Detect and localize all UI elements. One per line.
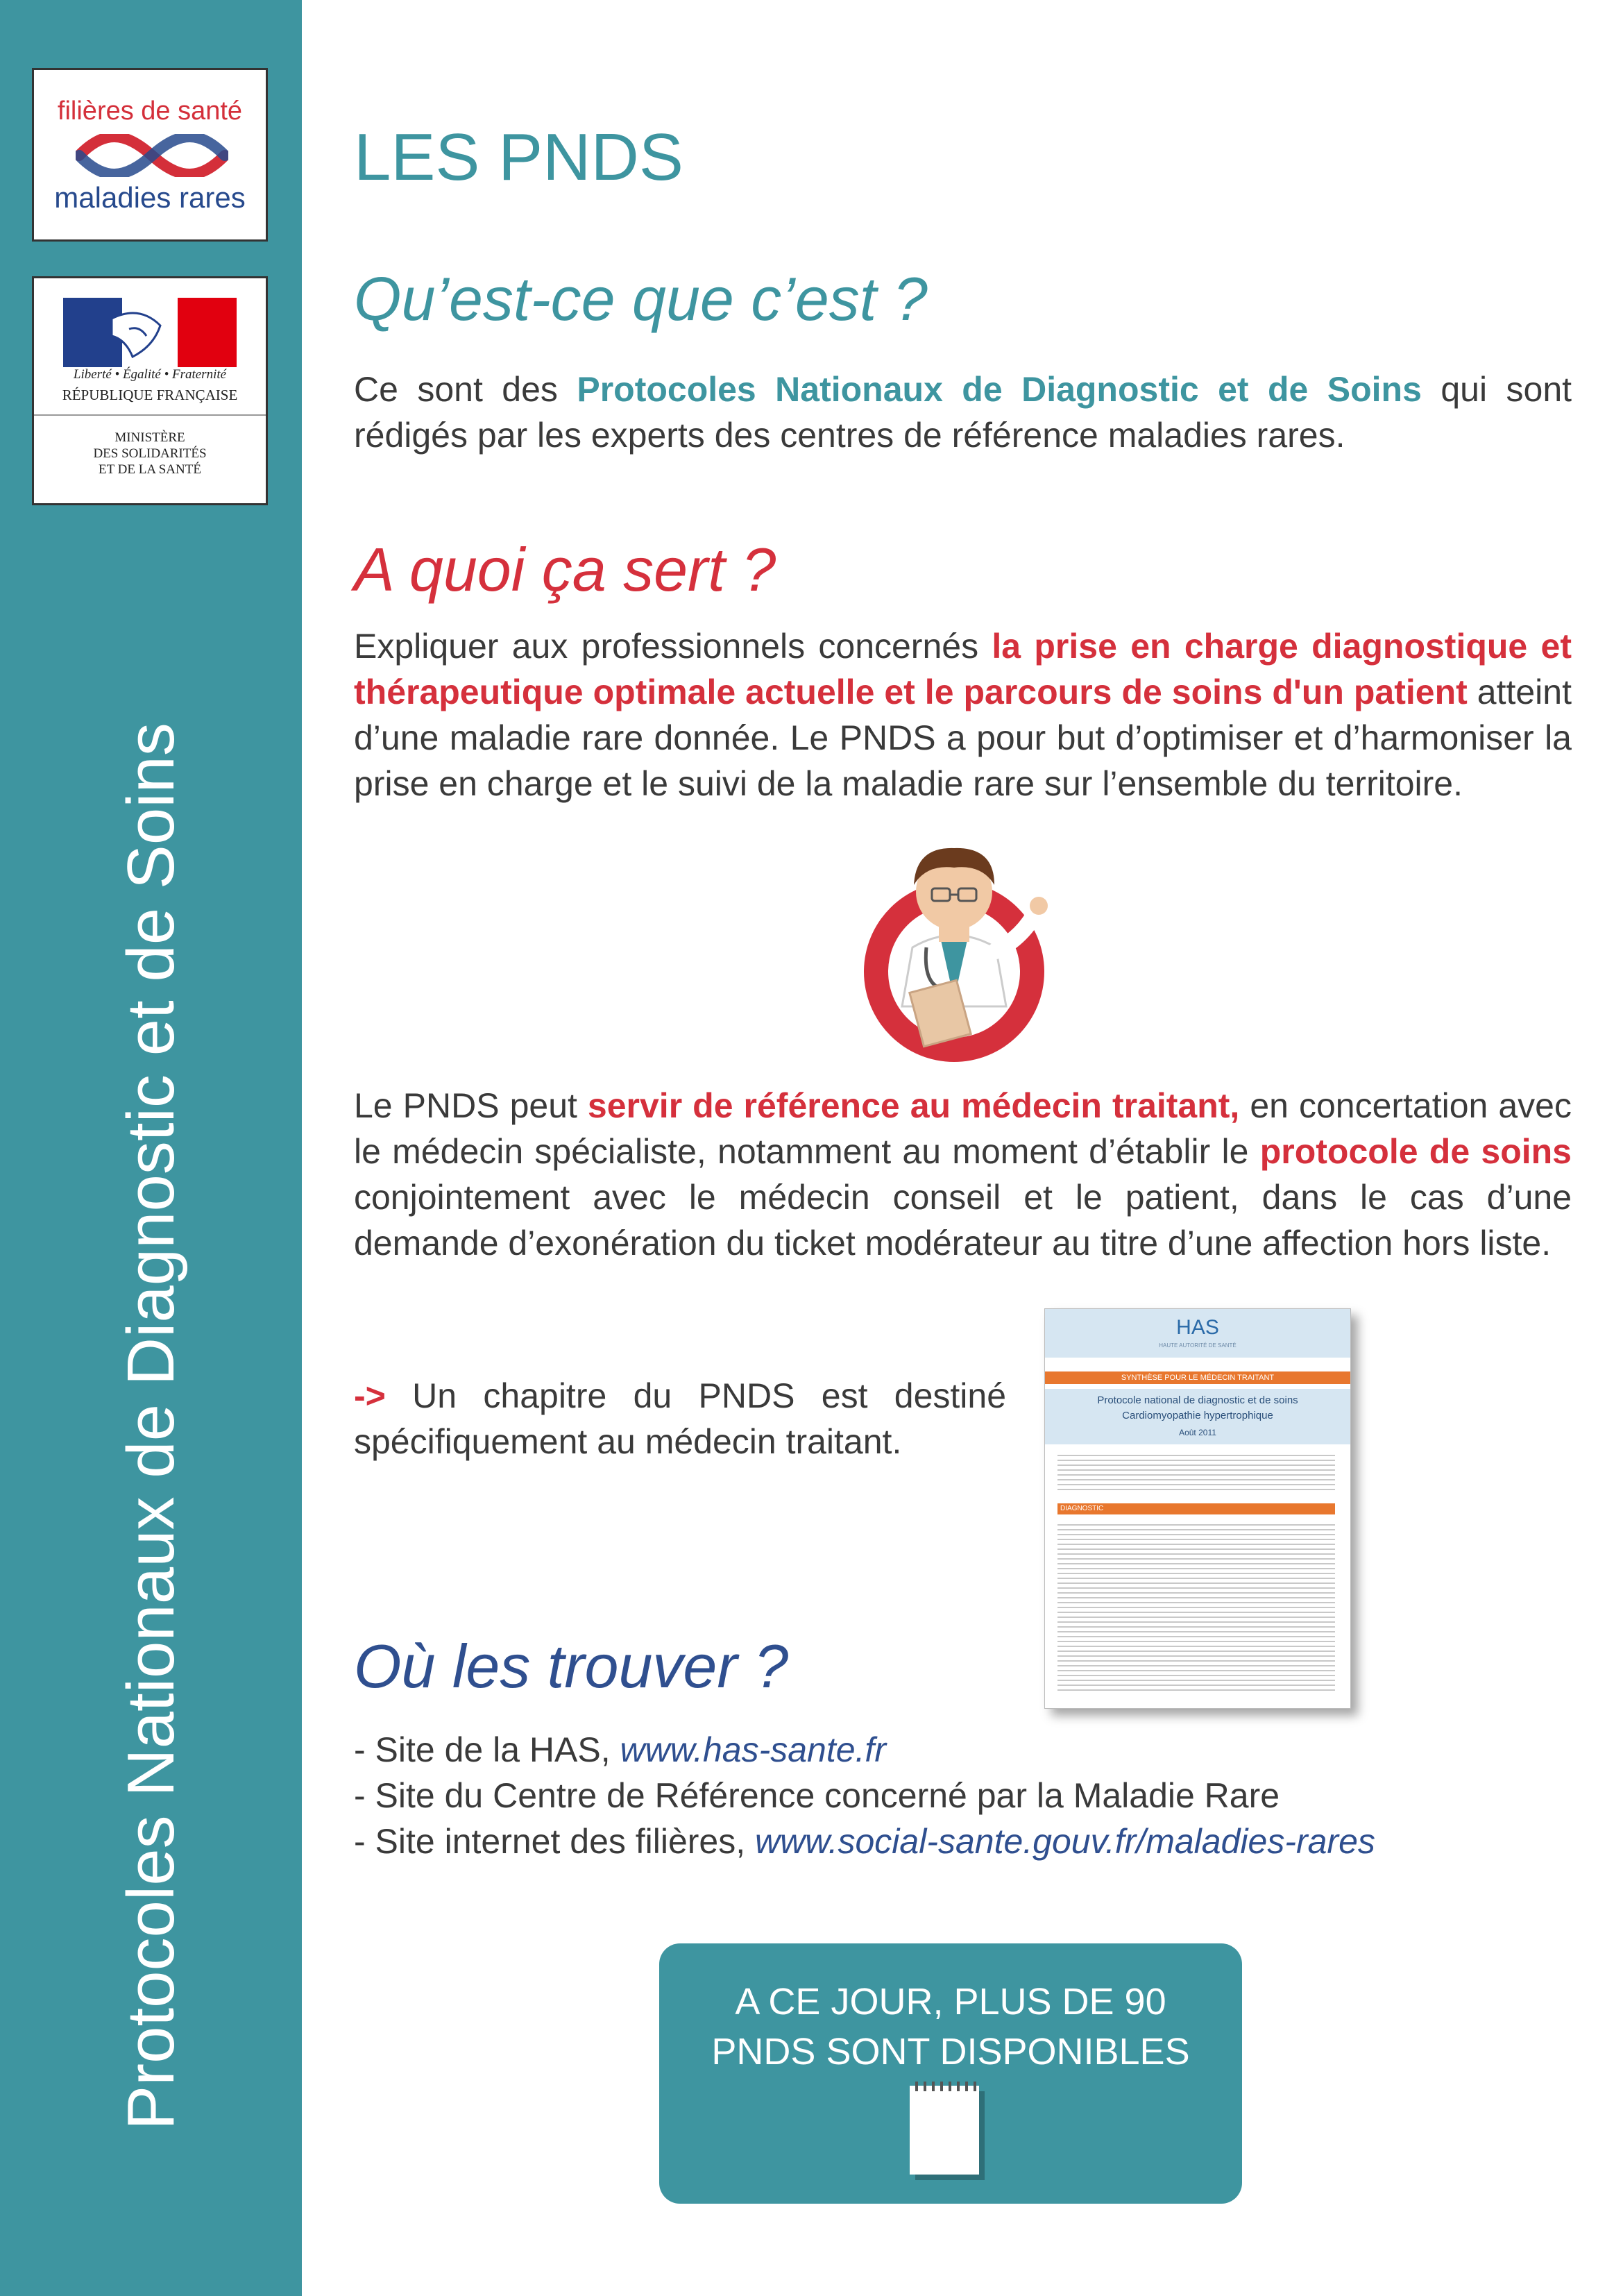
cta-line: PNDS SONT DISPONIBLES (711, 2031, 1190, 2073)
text-span: en concertation avec le médecin spécialiste, notamment au moment d’établir le (354, 1086, 1572, 1171)
page-title: LES PNDS (354, 120, 683, 194)
pnds-count-box (659, 1943, 1242, 2204)
has-section-label: DIAGNOSTIC (1057, 1503, 1335, 1514)
highlight-span: protocole de soins (1259, 1132, 1572, 1171)
republic-motto: Liberté • Égalité • Fraternité (73, 367, 227, 382)
filieres-logo-line2: maladies rares (54, 181, 246, 214)
cta-line: A CE JOUR, PLUS DE 90 (735, 1981, 1166, 2023)
ministry-name (34, 430, 266, 478)
logo-divider (34, 414, 266, 416)
section3-list (354, 1727, 1572, 1864)
has-text-lines (1057, 1451, 1335, 1493)
sidebar (0, 0, 302, 2296)
filieres-logo (32, 68, 268, 242)
notepad-icon (906, 2079, 989, 2183)
arrow-span: -> (354, 1376, 386, 1415)
section2-paragraph3 (354, 1373, 1006, 1464)
highlight-span: la prise en charge diagnostique et thérapeutique optimale actuelle et le parcours de soins d'un patient (354, 627, 1572, 711)
filieres-logo-line1: filières de santé (57, 96, 243, 126)
text-span: conjointement avec le médecin conseil et le patient, dans le cas d’une demande d’exonération du ticket modérateur au titre d’une affection hors liste. (354, 1178, 1572, 1263)
pnds-count-text (659, 1977, 1242, 2077)
ministry-logo (32, 276, 268, 505)
text-span: atteint d’une maladie rare donnée. Le PNDS a pour but d’optimiser et d’harmoniser la prise en charge et le suivi de la maladie rare sur l’ensemble du territoire. (354, 673, 1572, 803)
doctor-illustration-icon (850, 826, 1058, 1062)
section2-heading: A quoi ça sert ? (354, 535, 776, 604)
filieres-link[interactable]: www.social-sante.gouv.fr/maladies-rares (755, 1822, 1375, 1861)
list-item-text: - Site internet des filières, (354, 1822, 756, 1861)
republic-name: RÉPUBLIQUE FRANÇAISE (62, 387, 238, 403)
has-title-box (1045, 1389, 1350, 1444)
highlight-span: servir de référence au médecin traitant, (587, 1086, 1240, 1125)
text-span: qui sont rédigés par les experts des centres de référence maladies rares. (354, 370, 1572, 455)
highlight-span: Protocoles Nationaux de Diagnostic et de Soins (577, 370, 1422, 409)
text-span: Un chapitre du PNDS est destiné spécifiquement au médecin traitant. (354, 1376, 1006, 1461)
text-span: Ce sont des (354, 370, 577, 409)
list-item (354, 1773, 1572, 1818)
list-item (354, 1818, 1572, 1864)
ministry-line: DES SOLIDARITÉS (93, 446, 207, 461)
has-title: Protocole national de diagnostic et de soins (1097, 1394, 1298, 1406)
marianne-flag-icon (63, 298, 237, 367)
has-logo-sub: HAUTE AUTORITÉ DE SANTÉ (1159, 1342, 1237, 1349)
list-item (354, 1727, 1572, 1773)
has-date: Août 2011 (1179, 1428, 1216, 1437)
dna-wave-icon (76, 134, 228, 177)
section3-heading: Où les trouver ? (354, 1632, 789, 1700)
section1-heading: Qu’est-ce que c’est ? (354, 264, 928, 333)
text-span: Expliquer aux professionnels concernés (354, 627, 992, 666)
section1-text (354, 366, 1572, 458)
list-item-text: - Site de la HAS, (354, 1730, 620, 1769)
section2-paragraph2 (354, 1083, 1572, 1266)
ministry-line: MINISTÈRE (114, 430, 185, 445)
has-banner: SYNTHÈSE POUR LE MÉDECIN TRAITANT (1045, 1371, 1350, 1384)
has-subtitle: Cardiomyopathie hypertrophique (1122, 1410, 1273, 1421)
has-logo: HAS (1176, 1316, 1219, 1339)
has-link[interactable]: www.has-sante.fr (620, 1730, 886, 1769)
list-item-text: - Site du Centre de Référence concerné par la Maladie Rare (354, 1776, 1280, 1815)
section2-paragraph1 (354, 623, 1572, 807)
ministry-line: ET DE LA SANTÉ (99, 462, 201, 477)
text-span: Le PNDS peut (354, 1086, 588, 1125)
has-header (1045, 1309, 1350, 1358)
vertical-title: Protocoles Nationaux de Diagnostic et de Soins (114, 723, 188, 2130)
